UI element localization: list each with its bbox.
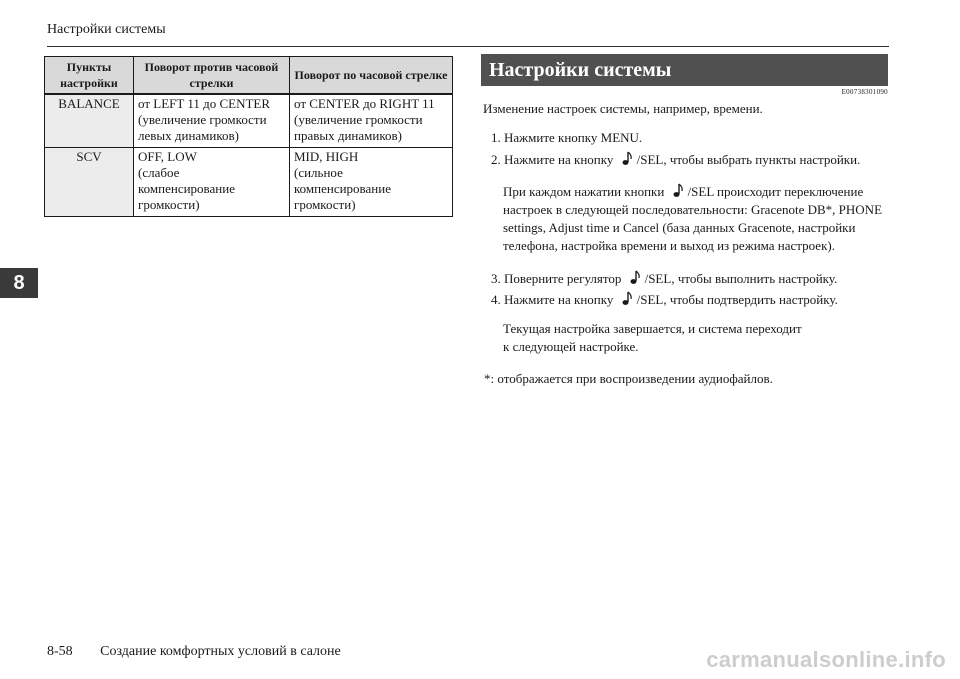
table-row — [45, 94, 453, 148]
step-text: Нажмите кнопку MENU. — [504, 130, 643, 145]
column-header-ccw: Поворот против часовой стрелки — [134, 57, 290, 95]
table-cell-cw: MID, HIGH (сильное компенсирование громкости) — [290, 148, 453, 217]
header-rule — [47, 46, 889, 47]
volume-knob-icon — [619, 151, 635, 167]
table-cell-ccw: OFF, LOW (слабое компенсирование громкости) — [134, 148, 290, 217]
settings-table — [44, 56, 453, 217]
section-intro: Изменение настроек системы, например, времени. — [483, 101, 763, 116]
table-cell-ccw: от LEFT 11 до CENTER (увеличение громкости левых динамиков) — [134, 94, 290, 148]
volume-knob-icon — [670, 183, 686, 199]
watermark: carmanualsonline.info — [706, 647, 946, 672]
step-text-before: Нажмите на кнопку — [504, 292, 614, 307]
column-header-item: Пункты настройки — [45, 57, 134, 95]
step-text-after: /SEL, чтобы подтвердить настройку. — [636, 292, 838, 307]
step-2-note — [503, 183, 893, 255]
step-text-before: Поверните регулятор — [504, 271, 622, 286]
step-4-note: Текущая настройка завершается, и система переходит к следующей настройке. — [503, 321, 802, 354]
table-cell-cw: от CENTER до RIGHT 11 (увеличение громкости правых динамиков) — [290, 94, 453, 148]
step-number: 3. — [491, 271, 501, 286]
step-text-after: /SEL, чтобы выполнить настройку. — [644, 271, 838, 286]
column-header-cw: Поворот по часовой стрелке — [290, 57, 453, 95]
step-2 — [491, 151, 860, 168]
table-row — [45, 148, 453, 217]
step-3 — [491, 270, 837, 287]
page-footer — [47, 644, 341, 660]
table-cell-item: BALANCE — [45, 94, 134, 148]
volume-knob-icon — [619, 291, 635, 307]
step-number: 2. — [491, 152, 501, 167]
step-number: 4. — [491, 292, 501, 307]
step-text-after: /SEL, чтобы выбрать пункты настройки. — [636, 152, 861, 167]
note-text-before: При каждом нажатии кнопки — [503, 184, 665, 199]
running-head-title: Настройки системы — [47, 22, 166, 37]
chapter-title: Создание комфортных условий в салоне — [100, 644, 341, 659]
chapter-tab: 8 — [0, 268, 38, 298]
page-number: 8-58 — [47, 644, 73, 659]
footnote: *: отображается при воспроизведении аудиофайлов. — [484, 371, 773, 386]
step-text-before: Нажмите на кнопку — [504, 152, 614, 167]
document-code: E00738301090 — [841, 88, 888, 96]
note-text-after: /SEL происходит переключение настроек в следующей последовательности: Gracenote DB*, PHONE settings, Adjust time и Cancel (база данных Gracenote, настройки телефона, настройка времени и выход из режима настроек). — [503, 184, 883, 253]
section-title: Настройки системы — [481, 54, 888, 86]
step-4 — [491, 291, 838, 308]
step-number: 1. — [491, 130, 501, 145]
volume-knob-icon — [627, 270, 643, 286]
step-1 — [491, 130, 642, 146]
table-cell-item: SCV — [45, 148, 134, 217]
